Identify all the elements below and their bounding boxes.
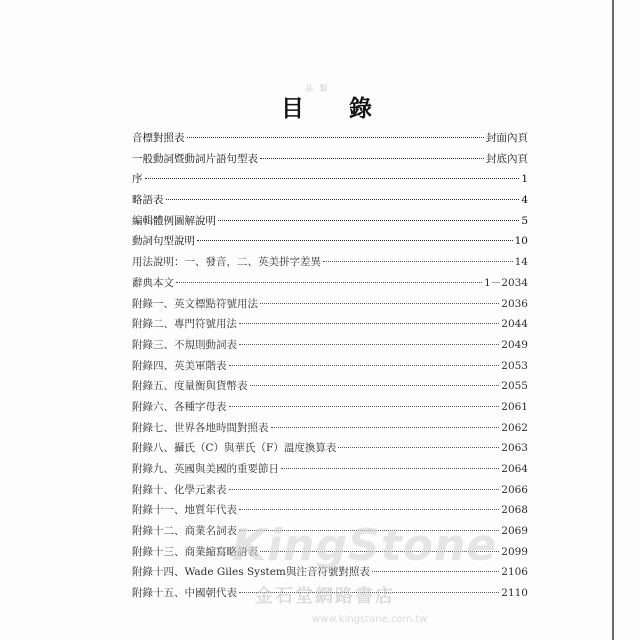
toc-entry-dictionary-body [132,275,528,296]
toc-entry-page: 5 [521,214,528,227]
toc-entry-usage-notes [132,254,528,275]
toc-entry-label: 序 [132,173,143,186]
toc-entry-page: 2106 [501,566,528,579]
watermark-store-name: 金石堂網路書店 [255,586,395,607]
toc-entry-appendix-3 [132,337,528,358]
toc-entry-label: 附錄四、英美軍階表 [132,359,227,372]
toc-entry-page: 2055 [501,380,528,393]
dot-leader [197,240,513,241]
toc-entry-label: 辭典本文 [132,276,174,289]
toc-entry-appendix-6 [132,399,528,420]
dot-leader [338,447,499,448]
toc-entry-label: 用法說明：一、發音，二、英美拼字差異 [132,256,321,269]
dot-leader [229,489,500,490]
dot-leader [145,178,520,179]
toc-entry-page: 2044 [501,318,528,331]
toc-entry-page: 2064 [501,463,528,475]
toc-entry-appendix-7 [132,420,528,441]
dot-leader [372,571,499,572]
toc-entry-label: 附錄二、專門符號用法 [132,318,237,331]
toc-entry-label: 附錄七、世界各地時間對照表 [132,421,269,434]
toc-entry-label: 附錄十三、商業縮寫略語表 [132,545,258,558]
toc-entry-appendix-8 [132,440,528,461]
toc-entry-page: 4 [521,194,528,207]
toc-entry-preface [132,171,528,192]
toc-entry-page: 2053 [501,359,528,372]
toc-entry-label: 附錄十、化學元素表 [132,483,227,496]
toc-entry-label: 略語表 [132,194,164,207]
toc-entry-appendix-5 [132,378,528,399]
page-title [0,90,640,124]
dot-leader [239,344,499,345]
toc-entry-label: 附錄十二、商業名詞表 [132,525,237,538]
dot-leader [271,427,500,428]
toc-entry-page: 封面內頁 [486,132,528,144]
toc-entry-page: 2068 [501,504,528,517]
toc-entry-editorial-guide [132,213,528,234]
dot-leader [239,509,499,510]
toc-entry-pronunciation-chart [132,130,528,151]
toc-entry-page: 2049 [501,338,528,351]
toc-entry-page: 2099 [501,545,528,558]
title-char-1: 目 [281,96,304,122]
dot-leader [229,365,500,366]
toc-entry-page: 2063 [501,442,528,455]
toc-entry-label: 附錄三、不規則動詞表 [132,338,237,351]
toc-entry-appendix-10 [132,482,528,503]
toc-entry-page: 1 [521,173,528,186]
toc-entry-label: 一般動詞暨動詞片語句型表 [132,152,258,165]
dot-leader [260,303,499,304]
toc-entry-appendix-2 [132,316,528,337]
toc-entry-page: 1－2034 [484,276,528,289]
dot-leader [218,220,519,221]
toc-entry-label: 附錄九、英國與美國的重要節日 [132,463,279,475]
dot-leader [187,137,485,138]
toc-entry-label: 動詞句型說明 [132,235,195,248]
dot-leader [281,468,499,469]
dot-leader [166,199,520,200]
toc-entry-label: 附錄十四、Wade Giles System與注音符號對照表 [132,566,370,579]
dot-leader [260,158,484,159]
toc-entry-verb-patterns [132,233,528,254]
toc-entry-label: 附錄五、度量衡與貨幣表 [132,380,248,393]
watermark-logo: KingStone [232,520,498,571]
title-char-2: 錄 [349,96,372,122]
toc-entry-label: 附錄一、英文標點符號用法 [132,297,258,310]
toc-entry-label: 附錄六、各種字母表 [132,400,227,413]
toc-entry-page: 2069 [501,525,528,538]
toc-entry-page: 封底內頁 [486,152,528,165]
watermark-url: www.kingstone.com.tw [312,614,428,625]
toc-entry-appendix-9 [132,461,528,482]
dot-leader [323,261,513,262]
toc-entry-appendix-4 [132,358,528,379]
toc-entry-label: 附錄十五、中國朝代表 [132,587,237,600]
toc-entry-label: 編輯體例圖解說明 [132,214,216,227]
toc-entry-label: 附錄十一、地質年代表 [132,504,237,517]
dot-leader [239,323,499,324]
toc-entry-page: 14 [514,256,528,269]
toc-entry-page: 2110 [501,587,528,600]
toc-entry-label: 音標對照表 [132,132,185,144]
toc-entry-page: 10 [514,235,528,248]
toc-entry-label: 附錄八、攝氏（C）與華氏（F）溫度換算表 [132,442,337,455]
toc-entry-abbreviations [132,192,528,213]
toc-entry-page: 2061 [501,400,528,413]
toc-entry-verb-pattern-table [132,151,528,172]
toc-entry-page: 2062 [501,421,528,434]
dot-leader [229,406,500,407]
toc-entry-page: 2036 [501,297,528,310]
dot-leader [250,385,500,386]
toc-entry-page: 2066 [501,483,528,496]
faint-header-label: 品 類 [305,84,330,93]
dot-leader [176,282,482,283]
toc-entry-appendix-1 [132,296,528,317]
